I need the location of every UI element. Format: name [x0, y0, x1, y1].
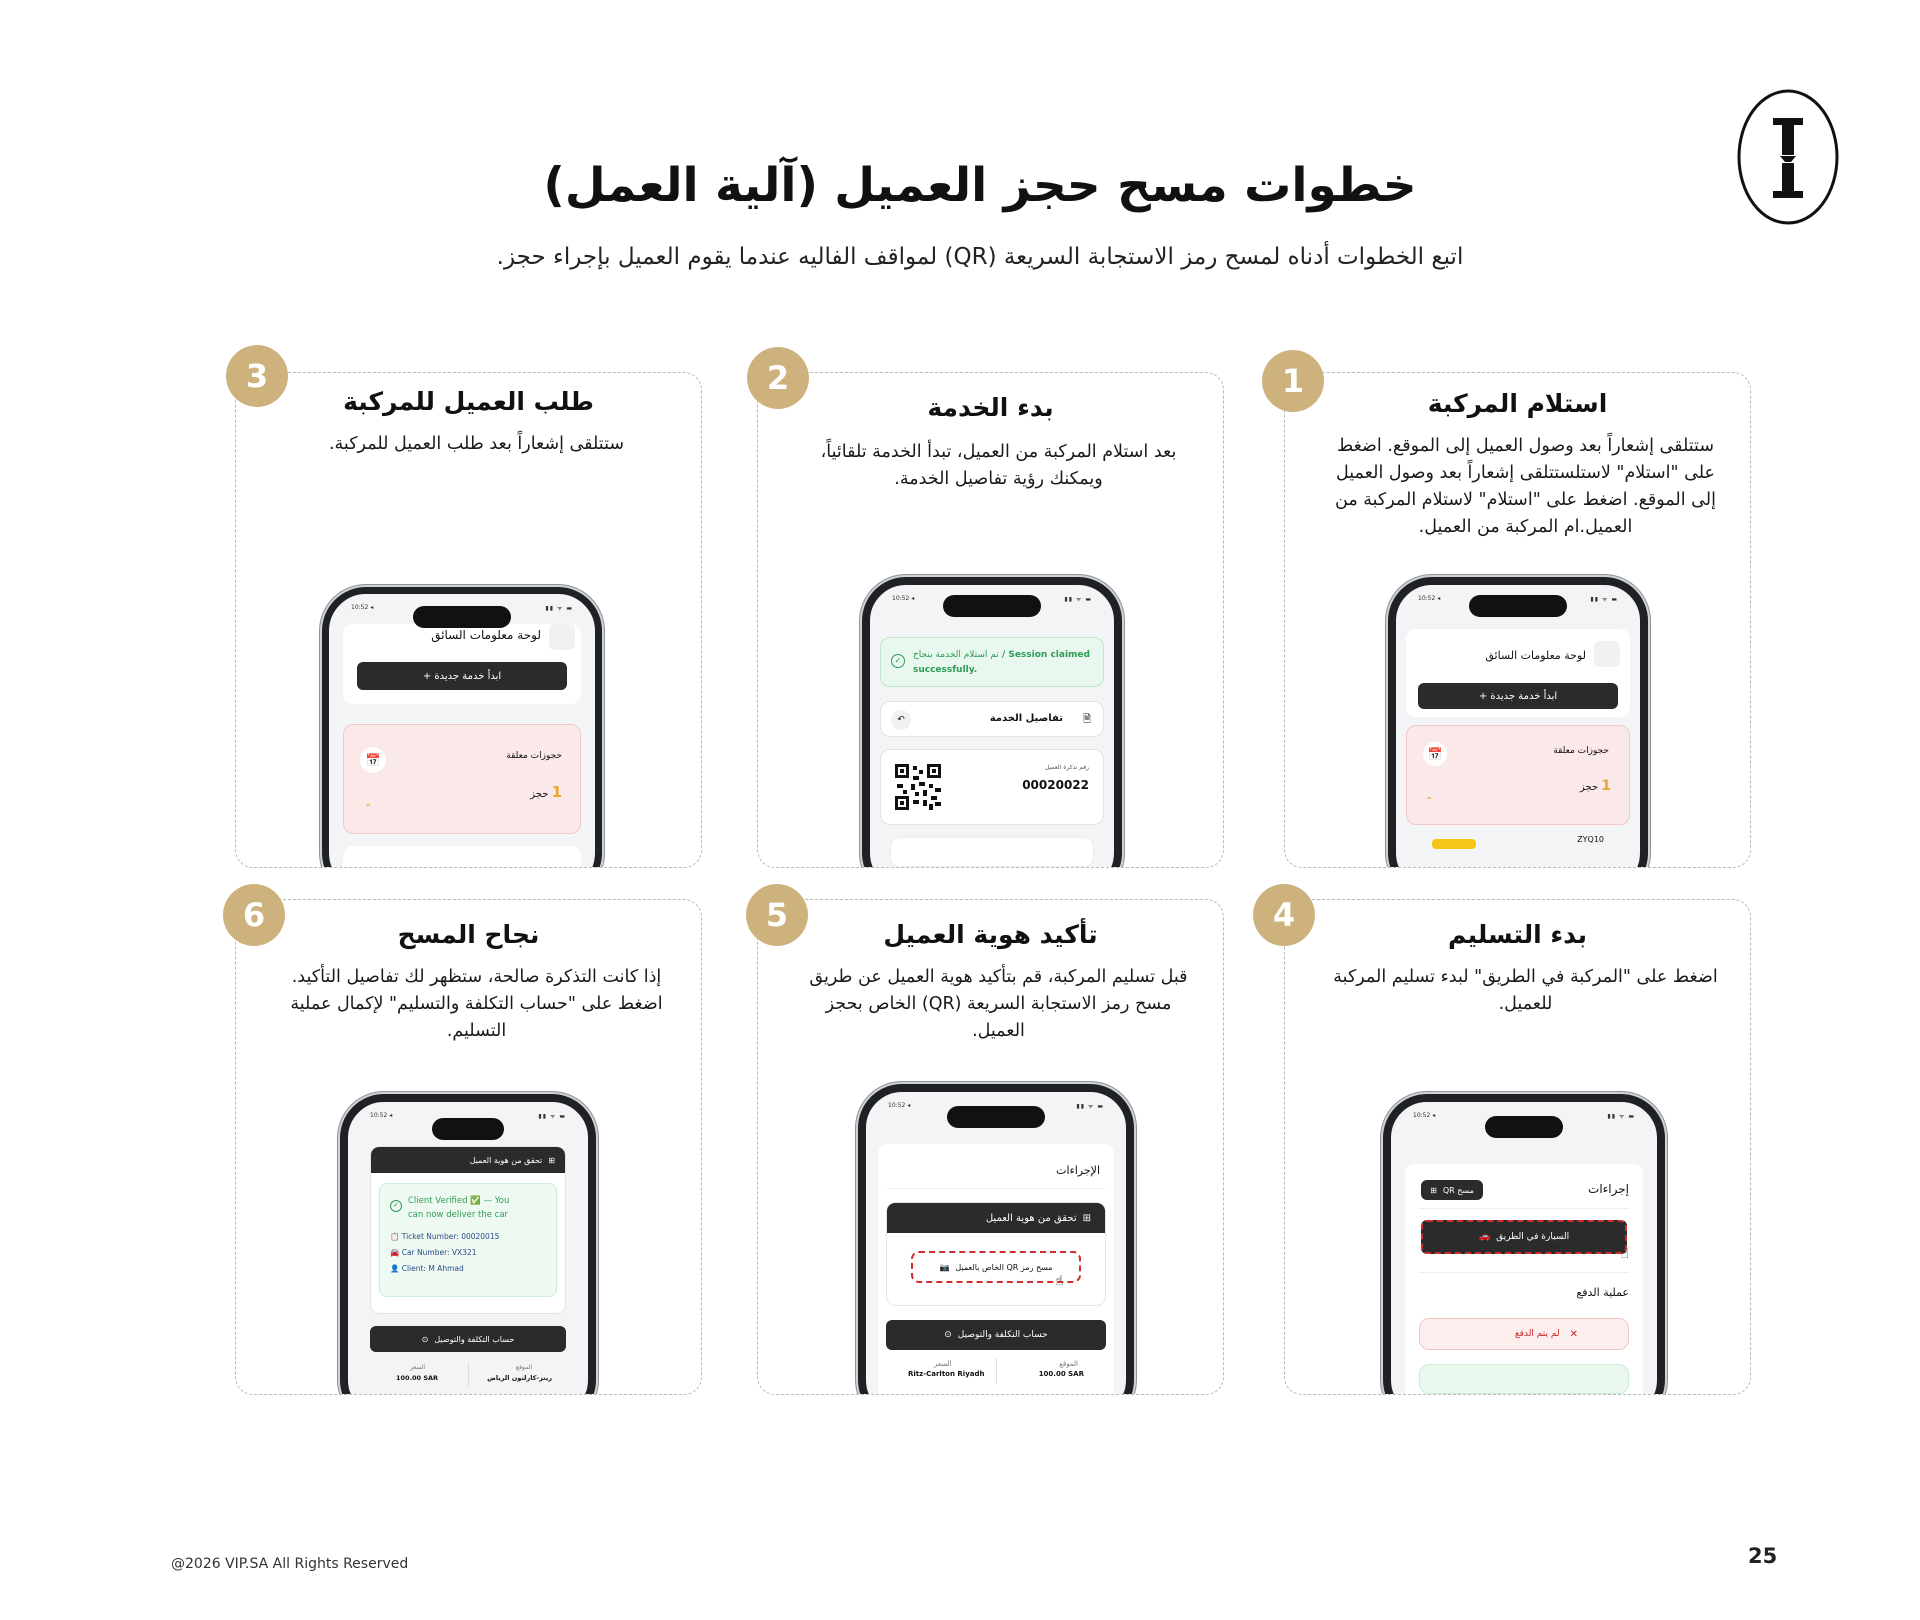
dashboard-title: لوحة معلومات السائق	[431, 628, 541, 642]
step-number-badge: 4	[1253, 884, 1315, 946]
phone-mockup	[1383, 1094, 1665, 1395]
step-title: نجاح المسح	[397, 920, 540, 949]
status-time: 10:52 ◂	[892, 595, 915, 602]
plate-badge	[1432, 839, 1476, 849]
start-service-button[interactable]: ابدأ خدمة جديدة +	[357, 662, 567, 690]
step-description: إذا كانت التذكرة صالحة، ستظهر لك تفاصيل التأكيد. اضغط على "حساب التكلفة والتسليم" لإكمال عملية التسليم.	[290, 967, 663, 1041]
payment-status[interactable]: ✕ لم يتم الدفع	[1419, 1318, 1629, 1350]
step-card-1	[1284, 372, 1751, 868]
price-value: 100.00 SAR	[396, 1374, 439, 1382]
status-time: 10:52 ◂	[351, 604, 374, 611]
page-subtitle: اتبع الخطوات أدناه لمسح رمز الاستجابة السريعة (QR) لمواقف الفاليه عندما يقوم العميل بإجراء حجز.	[496, 244, 1464, 270]
phone-mockup	[1388, 577, 1648, 868]
start-service-button[interactable]: ابدأ خدمة جديدة +	[1418, 683, 1618, 709]
dynamic-island	[413, 606, 511, 628]
next-card	[343, 846, 581, 868]
step-title: تأكيد هوية العميل	[883, 920, 1098, 949]
car-line: 🚘 Car Number: VX321	[390, 1248, 477, 1257]
verify-header: ⊞ تحقق من هوية العميل	[887, 1203, 1105, 1233]
calc-cost-button[interactable]: حساب التكلفة والتوصيل ⊙	[886, 1320, 1106, 1350]
dynamic-island	[1469, 595, 1567, 617]
page-title: خطوات مسح حجز العميل (آلية العمل)	[543, 158, 1417, 213]
price-label: السعر	[934, 1360, 952, 1368]
status-icons: ▮▮ ᯤ ▬	[1076, 1103, 1104, 1110]
status-time: 10:52 ◂	[1418, 595, 1441, 602]
dashboard-card	[343, 624, 581, 704]
camera-icon: 📷	[939, 1262, 950, 1272]
dashboard-title: لوحة معلومات السائق	[1485, 649, 1586, 662]
status-icons: ▮▮ ᯤ ▬	[1607, 1113, 1635, 1120]
divider	[886, 1188, 1106, 1189]
check-circle-icon: ⊙	[944, 1330, 952, 1340]
actions-title: إجراءات	[1588, 1182, 1629, 1196]
step-description: بعد استلام المركبة من العميل، تبدأ الخدمة تلقائياً، ويمكنك رؤية تفاصيل الخدمة.	[820, 442, 1177, 489]
step-title: استلام المركبة	[1427, 389, 1608, 418]
client-line: 👤 Client: M Ahmad	[390, 1264, 464, 1273]
step-card-5	[757, 899, 1224, 1395]
qr-icon: ⊞	[1082, 1212, 1091, 1224]
qr-code-icon	[895, 764, 941, 810]
step-number-badge: 1	[1262, 350, 1324, 412]
verify-header: ⊞ تحقق من هوية العميل	[371, 1147, 565, 1173]
footer-copyright: @2026 VIP.SA All Rights Reserved	[171, 1556, 409, 1572]
dashboard-card	[1406, 629, 1630, 717]
calendar-icon: 📅	[1423, 742, 1447, 766]
verified-message: Client Verified ✅ — You can now deliver the car	[408, 1196, 510, 1220]
avatar	[549, 624, 575, 650]
ticket-label: رقم تذكرة العميل	[1045, 764, 1089, 771]
status-time: 10:52 ◂	[888, 1102, 911, 1109]
dynamic-island	[943, 595, 1041, 617]
ticket-card	[880, 749, 1104, 825]
next-card	[1419, 1364, 1629, 1394]
cursor-icon: ☝	[1055, 1273, 1064, 1289]
status-time: 10:52 ◂	[370, 1112, 393, 1119]
status-icons: ▮▮ ᯤ ▬	[1590, 596, 1618, 603]
verify-panel	[886, 1202, 1106, 1306]
location-label: الموقع	[515, 1364, 532, 1371]
avatar	[1594, 641, 1620, 667]
chevron-up-icon[interactable]: ⌃	[364, 803, 373, 814]
plate-label: ZYQ10	[1577, 835, 1604, 844]
status-time: 10:52 ◂	[1413, 1112, 1436, 1119]
divider	[1419, 1208, 1629, 1209]
scan-client-qr-button[interactable]: مسح رمز QR الخاص بالعميل 📷	[911, 1251, 1081, 1283]
step-description: ستتلقى إشعاراً بعد طلب العميل للمركبة.	[328, 434, 625, 454]
pending-count: 1 حجز	[530, 783, 562, 801]
step-card-6	[235, 899, 702, 1395]
step-title: طلب العميل للمركبة	[343, 387, 594, 416]
price-value: Ritz-Carlton Riyadh	[908, 1370, 985, 1378]
location-label: الموقع	[1059, 1360, 1078, 1368]
actions-panel	[878, 1144, 1114, 1395]
step-number-badge: 6	[223, 884, 285, 946]
pending-label: حجوزات معلقة	[1553, 746, 1609, 756]
check-circle-icon: ⊙	[421, 1334, 429, 1344]
pending-bookings-card[interactable]	[1406, 725, 1630, 825]
success-message: تم استلام الخدمة بنجاح / Session claimed successfully.	[913, 650, 1090, 675]
calendar-icon: 📅	[360, 747, 386, 773]
check-circle-icon: ✓	[390, 1200, 402, 1212]
step-description: قبل تسليم المركبة، قم بتأكيد هوية العميل عن طريق مسح رمز الاستجابة السريعة (QR) الخاص بحجز العميل.	[809, 967, 1188, 1041]
price-label: السعر	[410, 1364, 426, 1371]
car-icon: 🚗	[1478, 1232, 1491, 1242]
divider	[1419, 1272, 1629, 1273]
page-number: 25	[1748, 1544, 1778, 1568]
verify-panel	[370, 1146, 566, 1314]
status-icons: ▮▮ ᯤ ▬	[538, 1113, 566, 1120]
step-card-4	[1284, 899, 1751, 1395]
phone-mockup	[340, 1094, 596, 1395]
status-icons: ▮▮ ᯤ ▬	[1064, 596, 1092, 603]
pending-label: حجوزات معلقة	[506, 751, 562, 761]
vertical-divider	[996, 1358, 997, 1384]
phone-mockup	[862, 577, 1122, 868]
document-icon: 🗎	[1082, 714, 1091, 725]
location-value: 100.00 SAR	[1038, 1370, 1084, 1378]
phone-mockup	[322, 587, 602, 868]
check-circle-icon: ✓	[891, 654, 905, 668]
next-card	[890, 837, 1094, 867]
ticket-line: 📋 Ticket Number: 00020015	[390, 1232, 500, 1241]
chevron-up-icon[interactable]: ⌃	[1425, 796, 1434, 807]
pending-bookings-card[interactable]	[343, 724, 581, 834]
step-card-2	[757, 372, 1224, 868]
pending-count: 1 حجز	[1579, 778, 1611, 794]
ticket-number: 00020022	[1022, 778, 1089, 792]
verified-box	[379, 1183, 557, 1297]
step-number-badge: 3	[226, 345, 288, 407]
service-details-row[interactable]	[880, 701, 1104, 737]
back-icon[interactable]: ↶	[891, 710, 911, 730]
calc-cost-button[interactable]: حساب التكلفة والتوصيل ⊙	[370, 1326, 566, 1352]
close-icon: ✕	[1569, 1328, 1578, 1340]
status-icons: ▮▮ ᯤ ▬	[545, 605, 573, 612]
dynamic-island	[947, 1106, 1045, 1128]
step-description: ستتلقى إشعاراً بعد وصول العميل إلى الموقع. اضغط على "استلام" لاستلستتلقى إشعاراً بعد وصول العميل إلى الموقع. اضغط على "استلام" لاستلام المركبة من العميل.ام المركبة من العميل.	[1335, 436, 1716, 537]
payment-title: عملية الدفع	[1576, 1286, 1629, 1299]
cursor-icon: ☝	[1620, 1246, 1629, 1262]
step-description: اضغط على "المركبة في الطريق" لبدء تسليم المركبة للعميل.	[1333, 967, 1718, 1014]
service-details-label: تفاصيل الخدمة	[989, 713, 1063, 724]
vertical-divider	[468, 1362, 469, 1386]
car-on-way-button[interactable]: السيارة في الطريق 🚗	[1421, 1220, 1627, 1254]
success-toast	[880, 637, 1104, 687]
qr-icon: ⊞	[548, 1155, 555, 1165]
dynamic-island	[432, 1118, 504, 1140]
location-value: ريتز-كارلتون الرياض	[487, 1374, 552, 1382]
step-title: بدء الخدمة	[927, 393, 1054, 422]
qr-icon: ⊞	[1430, 1185, 1437, 1195]
dynamic-island	[1485, 1116, 1563, 1138]
scan-qr-chip[interactable]: مسح QR ⊞	[1421, 1180, 1483, 1200]
step-number-badge: 5	[746, 884, 808, 946]
step-title: بدء التسليم	[1448, 920, 1587, 949]
step-number-badge: 2	[747, 347, 809, 409]
actions-panel	[1405, 1164, 1643, 1395]
actions-title: الإجراءات	[1056, 1164, 1100, 1177]
step-card-3	[235, 372, 702, 868]
phone-mockup	[858, 1084, 1134, 1395]
